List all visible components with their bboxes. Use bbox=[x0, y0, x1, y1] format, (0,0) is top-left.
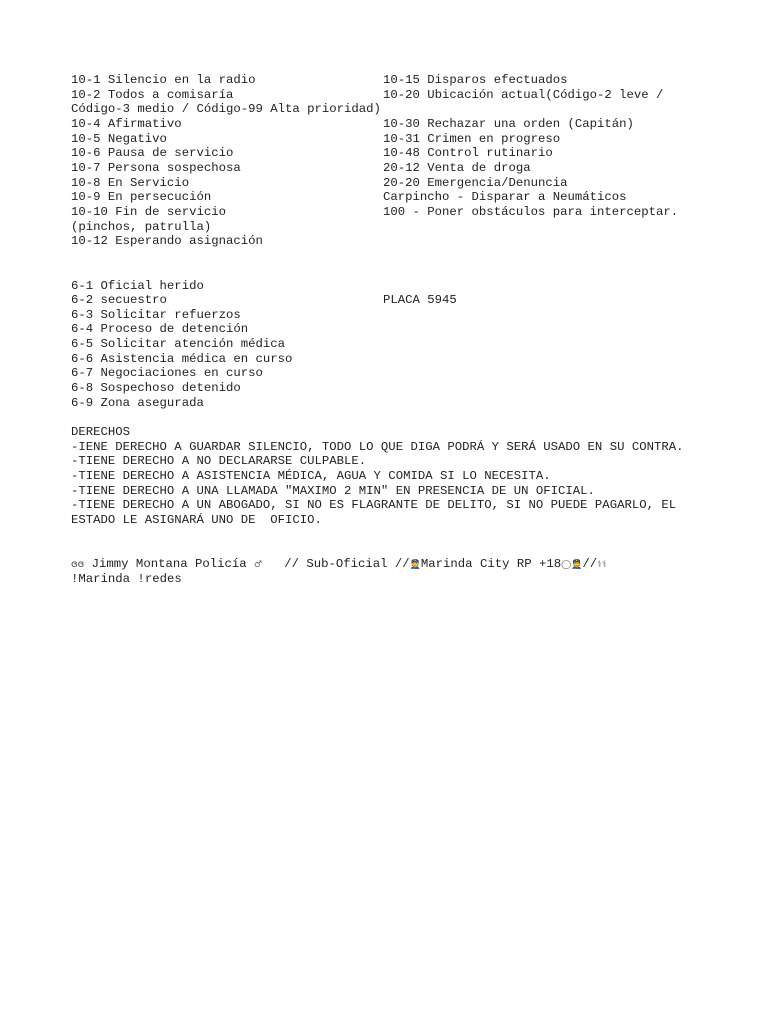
code-line: 6-2 secuestro bbox=[71, 293, 167, 307]
code-line: 6-6 Asistencia médica en curso bbox=[71, 352, 293, 366]
code-line: 10-4 Afirmativo bbox=[71, 117, 182, 131]
code-line: 10-6 Pausa de servicio bbox=[71, 146, 234, 160]
code-line: Código-3 medio / Código-99 Alta prioridad) bbox=[71, 102, 381, 116]
rights-line: ESTADO LE ASIGNARÁ UNO DE OFICIO. bbox=[71, 513, 322, 527]
code-line: 10-30 Rechazar una orden (Capitán) bbox=[383, 117, 634, 131]
code-line: 100 - Poner obstáculos para interceptar. bbox=[383, 205, 679, 219]
code-line: 10-1 Silencio en la radio bbox=[71, 73, 256, 87]
code-line: 10-10 Fin de servicio bbox=[71, 205, 226, 219]
marinda-link: !Marinda bbox=[71, 572, 138, 586]
police-officer-icon: 👮 bbox=[571, 560, 583, 570]
code-line: 10-8 En Servicio bbox=[71, 176, 190, 190]
code-line: 20-20 Emergencia/Denuncia bbox=[383, 176, 568, 190]
code-line: 6-8 Sospechoso detenido bbox=[71, 381, 241, 395]
caduceus-icon: ⚕⚕ bbox=[597, 560, 607, 570]
slash-text: // bbox=[582, 557, 598, 571]
officer-rank: // Sub-Oficial // bbox=[262, 557, 410, 571]
socials-link: redes bbox=[144, 572, 182, 586]
male-symbol-icon: ♂ bbox=[254, 560, 263, 570]
server-name: Marinda City RP +18 bbox=[420, 557, 562, 571]
signature-line bbox=[71, 557, 607, 573]
code-line: 10-7 Persona sospechosa bbox=[71, 161, 241, 175]
code-line: 6-5 Solicitar atención médica bbox=[71, 337, 286, 351]
code-line: 6-7 Negociaciones en curso bbox=[71, 366, 263, 380]
code-line: Carpincho - Disparar a Neumáticos bbox=[383, 190, 627, 204]
exclamation-mark: ! bbox=[137, 572, 145, 586]
code-line: 10-20 Ubicación actual(Código-2 leve / bbox=[383, 88, 664, 102]
rights-line: -TIENE DERECHO A NO DECLARARSE CULPABLE. bbox=[71, 454, 367, 468]
decorative-swirl-icon: ɞɞ bbox=[71, 559, 85, 570]
rights-heading: DERECHOS bbox=[71, 425, 131, 439]
police-officer-icon: 👮 bbox=[409, 560, 421, 570]
officer-name: Jimmy Montana Policía bbox=[84, 557, 255, 571]
code-line: 10-15 Disparos efectuados bbox=[383, 73, 568, 87]
code-line: 10-12 Esperando asignación bbox=[71, 234, 263, 248]
rights-line: -TIENE DERECHO A UNA LLAMADA "MAXIMO 2 MIN" EN PRESENCIA DE UN OFICIAL. bbox=[71, 484, 595, 498]
code-line: 10-2 Todos a comisaría bbox=[71, 88, 234, 102]
code-line: 10-31 Crimen en progreso bbox=[383, 132, 561, 146]
rights-line: -IENE DERECHO A GUARDAR SILENCIO, TODO LO QUE DIGA PODRÁ Y SERÁ USADO EN SU CONTRA. bbox=[71, 440, 684, 454]
circle-icon: ◯ bbox=[561, 560, 572, 570]
code-line: 10-5 Negativo bbox=[71, 132, 167, 146]
rights-line: -TIENE DERECHO A UN ABOGADO, SI NO ES FLAGRANTE DE DELITO, SI NO PUEDE PAGARLO, EL bbox=[71, 498, 677, 512]
code-line: 10-48 Control rutinario bbox=[383, 146, 553, 160]
badge-number: PLACA 5945 bbox=[383, 293, 457, 307]
code-line: 6-1 Oficial herido bbox=[71, 279, 204, 293]
code-line: 6-4 Proceso de detención bbox=[71, 322, 249, 336]
code-line: 6-9 Zona asegurada bbox=[71, 396, 204, 410]
code-line: (pinchos, patrulla) bbox=[71, 220, 212, 234]
code-line: 20-12 Venta de droga bbox=[383, 161, 531, 175]
signature-line-2 bbox=[71, 572, 182, 587]
code-line: 10-9 En persecución bbox=[71, 190, 212, 204]
code-line: 6-3 Solicitar refuerzos bbox=[71, 308, 241, 322]
rights-line: -TIENE DERECHO A ASISTENCIA MÉDICA, AGUA Y COMIDA SI LO NECESITA. bbox=[71, 469, 551, 483]
